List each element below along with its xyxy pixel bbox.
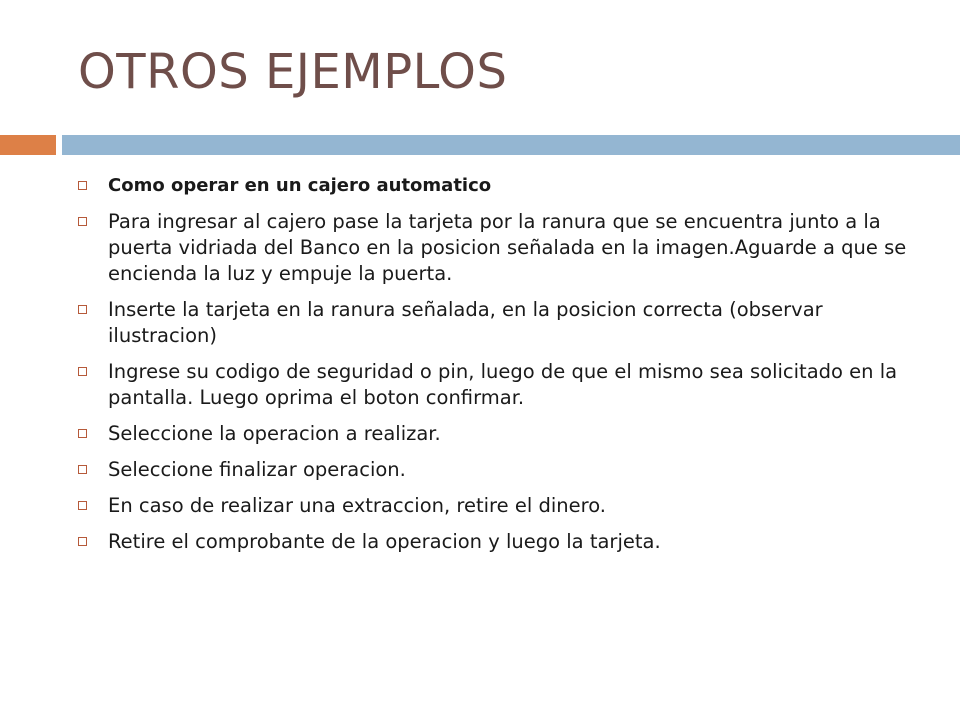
slide-title: OTROS EJEMPLOS <box>78 44 508 100</box>
hollow-square-icon <box>78 181 87 190</box>
bullet-item <box>74 173 914 199</box>
bullet-text: Como operar en un cajero automatico <box>108 175 492 196</box>
bullet-text: En caso de realizar una extraccion, retire el dinero. <box>108 494 606 517</box>
bullet-item <box>74 359 914 411</box>
hollow-square-icon <box>78 217 87 226</box>
bullet-text: Inserte la tarjeta en la ranura señalada, en la posicion correcta (observar ilustracion) <box>108 298 823 347</box>
bullet-text: Seleccione la operacion a realizar. <box>108 422 441 445</box>
hollow-square-icon <box>78 465 87 474</box>
bullet-text: Retire el comprobante de la operacion y luego la tarjeta. <box>108 530 661 553</box>
bullet-item <box>74 457 914 483</box>
bullet-text: Ingrese su codigo de seguridad o pin, luego de que el mismo sea solicitado en la pantalla. Luego oprima el boton confirmar. <box>108 360 898 409</box>
bullet-list <box>74 173 914 565</box>
hollow-square-icon <box>78 367 87 376</box>
bullet-text: Para ingresar al cajero pase la tarjeta por la ranura que se encuentra junto a la puerta vidriada del Banco en la posicion señalada en la imagen.Aguarde a que se encienda la luz y empuje la puerta. <box>108 210 907 285</box>
bullet-item <box>74 297 914 349</box>
bullet-item <box>74 209 914 287</box>
bullet-text: Seleccione finalizar operacion. <box>108 458 406 481</box>
bullet-item <box>74 529 914 555</box>
accent-bar-orange <box>0 135 56 155</box>
hollow-square-icon <box>78 305 87 314</box>
accent-bar-blue <box>62 135 960 155</box>
bullet-item <box>74 421 914 447</box>
hollow-square-icon <box>78 429 87 438</box>
hollow-square-icon <box>78 537 87 546</box>
hollow-square-icon <box>78 501 87 510</box>
bullet-item <box>74 493 914 519</box>
